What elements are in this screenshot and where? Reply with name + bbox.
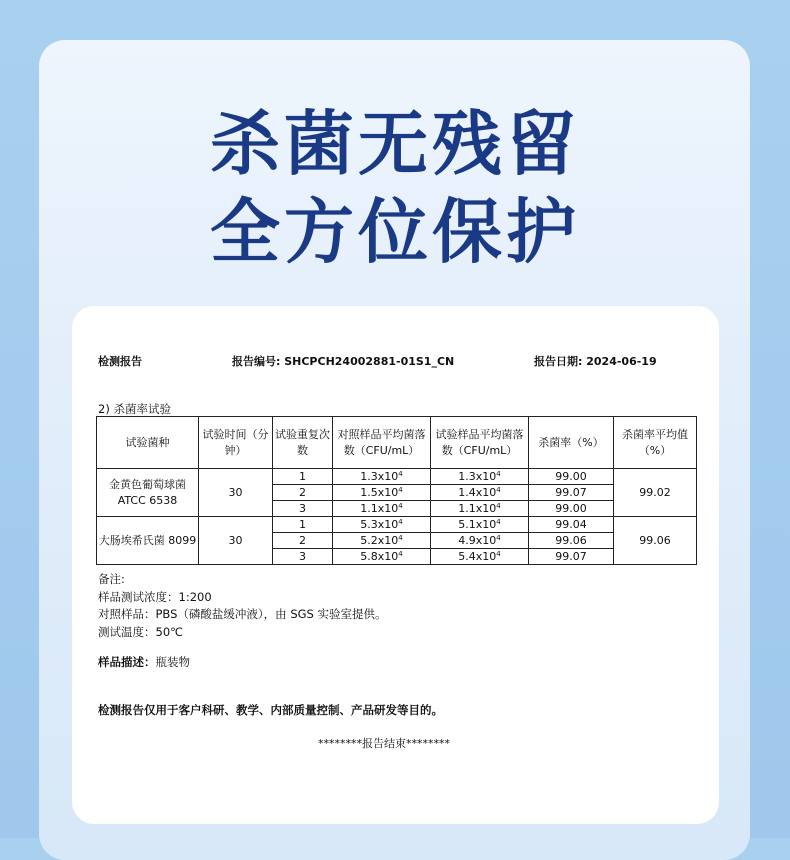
control-cell [333,517,431,533]
rate-cell: 99.00 [529,469,614,485]
average-cell: 99.06 [614,517,697,565]
header-test: 试验样品平均菌落数（CFU/mL） [431,417,529,469]
strain-cell: 金黄色葡萄球菌 ATCC 6538 [97,469,199,517]
section-title: 2) 杀菌率试验 [98,402,171,416]
test-cell [431,533,529,549]
test-cell [431,485,529,501]
report-number-value: SHCPCH24002881-01S1_CN [284,355,455,368]
test-exponent: 4 [496,501,501,510]
report-end-marker: ********报告结束******** [318,737,450,750]
strain-cell: 大肠埃希氏菌 8099 [97,517,199,565]
repeat-cell: 3 [273,549,333,565]
table-row [97,517,697,533]
test-exponent: 4 [496,469,501,478]
note-control-sample: 对照样品：PBS（磷酸盐缓冲液），由 SGS 实验室提供。 [98,607,387,621]
rate-cell: 99.06 [529,533,614,549]
report-date-value: 2024-06-19 [586,355,657,368]
control-exponent: 4 [398,469,403,478]
test-value: 4.9x10 [458,533,497,547]
notes-heading: 备注: [98,572,125,586]
control-exponent: 4 [398,485,403,494]
control-cell [333,549,431,565]
rate-cell: 99.00 [529,501,614,517]
time-cell: 30 [199,469,273,517]
test-value: 1.1x10 [458,501,497,515]
repeat-cell: 1 [273,517,333,533]
header-average: 杀菌率平均值（%） [614,417,697,469]
control-value: 1.3x10 [360,469,399,483]
test-cell [431,469,529,485]
header-control: 对照样品平均菌落数（CFU/mL） [333,417,431,469]
headline-line-1: 杀菌无残留 [210,103,580,185]
note-temperature: 测试温度：50℃ [98,624,184,639]
repeat-cell: 1 [273,469,333,485]
report-title: 检测报告 [98,355,142,368]
time-cell: 30 [199,517,273,565]
report-number-label: 报告编号: [232,355,285,368]
notes-block [98,571,387,641]
average-cell: 99.02 [614,469,697,517]
test-value: 1.4x10 [458,485,497,499]
control-exponent: 4 [398,533,403,542]
rate-cell: 99.07 [529,485,614,501]
rate-cell: 99.04 [529,517,614,533]
control-exponent: 4 [398,549,403,558]
repeat-cell: 2 [273,485,333,501]
table-header-row [97,417,697,469]
control-value: 5.8x10 [360,549,399,563]
control-cell [333,485,431,501]
sample-description [98,654,190,670]
test-exponent: 4 [496,485,501,494]
sample-description-value: 瓶装物 [155,655,190,669]
repeat-cell: 3 [273,501,333,517]
control-cell [333,533,431,549]
test-cell [431,501,529,517]
rate-cell: 99.07 [529,549,614,565]
control-cell [333,469,431,485]
test-exponent: 4 [496,549,501,558]
test-value: 1.3x10 [458,469,497,483]
header-rate: 杀菌率（%） [529,417,614,469]
test-value: 5.1x10 [458,517,497,531]
control-value: 5.2x10 [360,533,399,547]
header-repeat: 试验重复次数 [273,417,333,469]
sample-description-label: 样品描述： [98,655,156,669]
test-value: 5.4x10 [458,549,497,563]
report-purpose: 检测报告仅用于客户科研、教学、内部质量控制、产品研发等目的。 [98,703,443,717]
headline-line-2: 全方位保护 [210,191,580,273]
control-exponent: 4 [398,517,403,526]
control-value: 1.1x10 [360,501,399,515]
control-exponent: 4 [398,501,403,510]
report-number [232,353,454,369]
control-value: 1.5x10 [360,485,399,499]
results-table [96,416,697,565]
test-cell [431,549,529,565]
control-value: 5.3x10 [360,517,399,531]
repeat-cell: 2 [273,533,333,549]
report-date [534,353,657,369]
header-strain: 试验菌种 [97,417,199,469]
test-cell [431,517,529,533]
control-cell [333,501,431,517]
note-concentration: 样品测试浓度：1:200 [98,589,212,604]
report-date-label: 报告日期: [534,355,587,368]
test-exponent: 4 [496,517,501,526]
test-exponent: 4 [496,533,501,542]
header-time: 试验时间（分钟） [199,417,273,469]
table-row [97,469,697,485]
